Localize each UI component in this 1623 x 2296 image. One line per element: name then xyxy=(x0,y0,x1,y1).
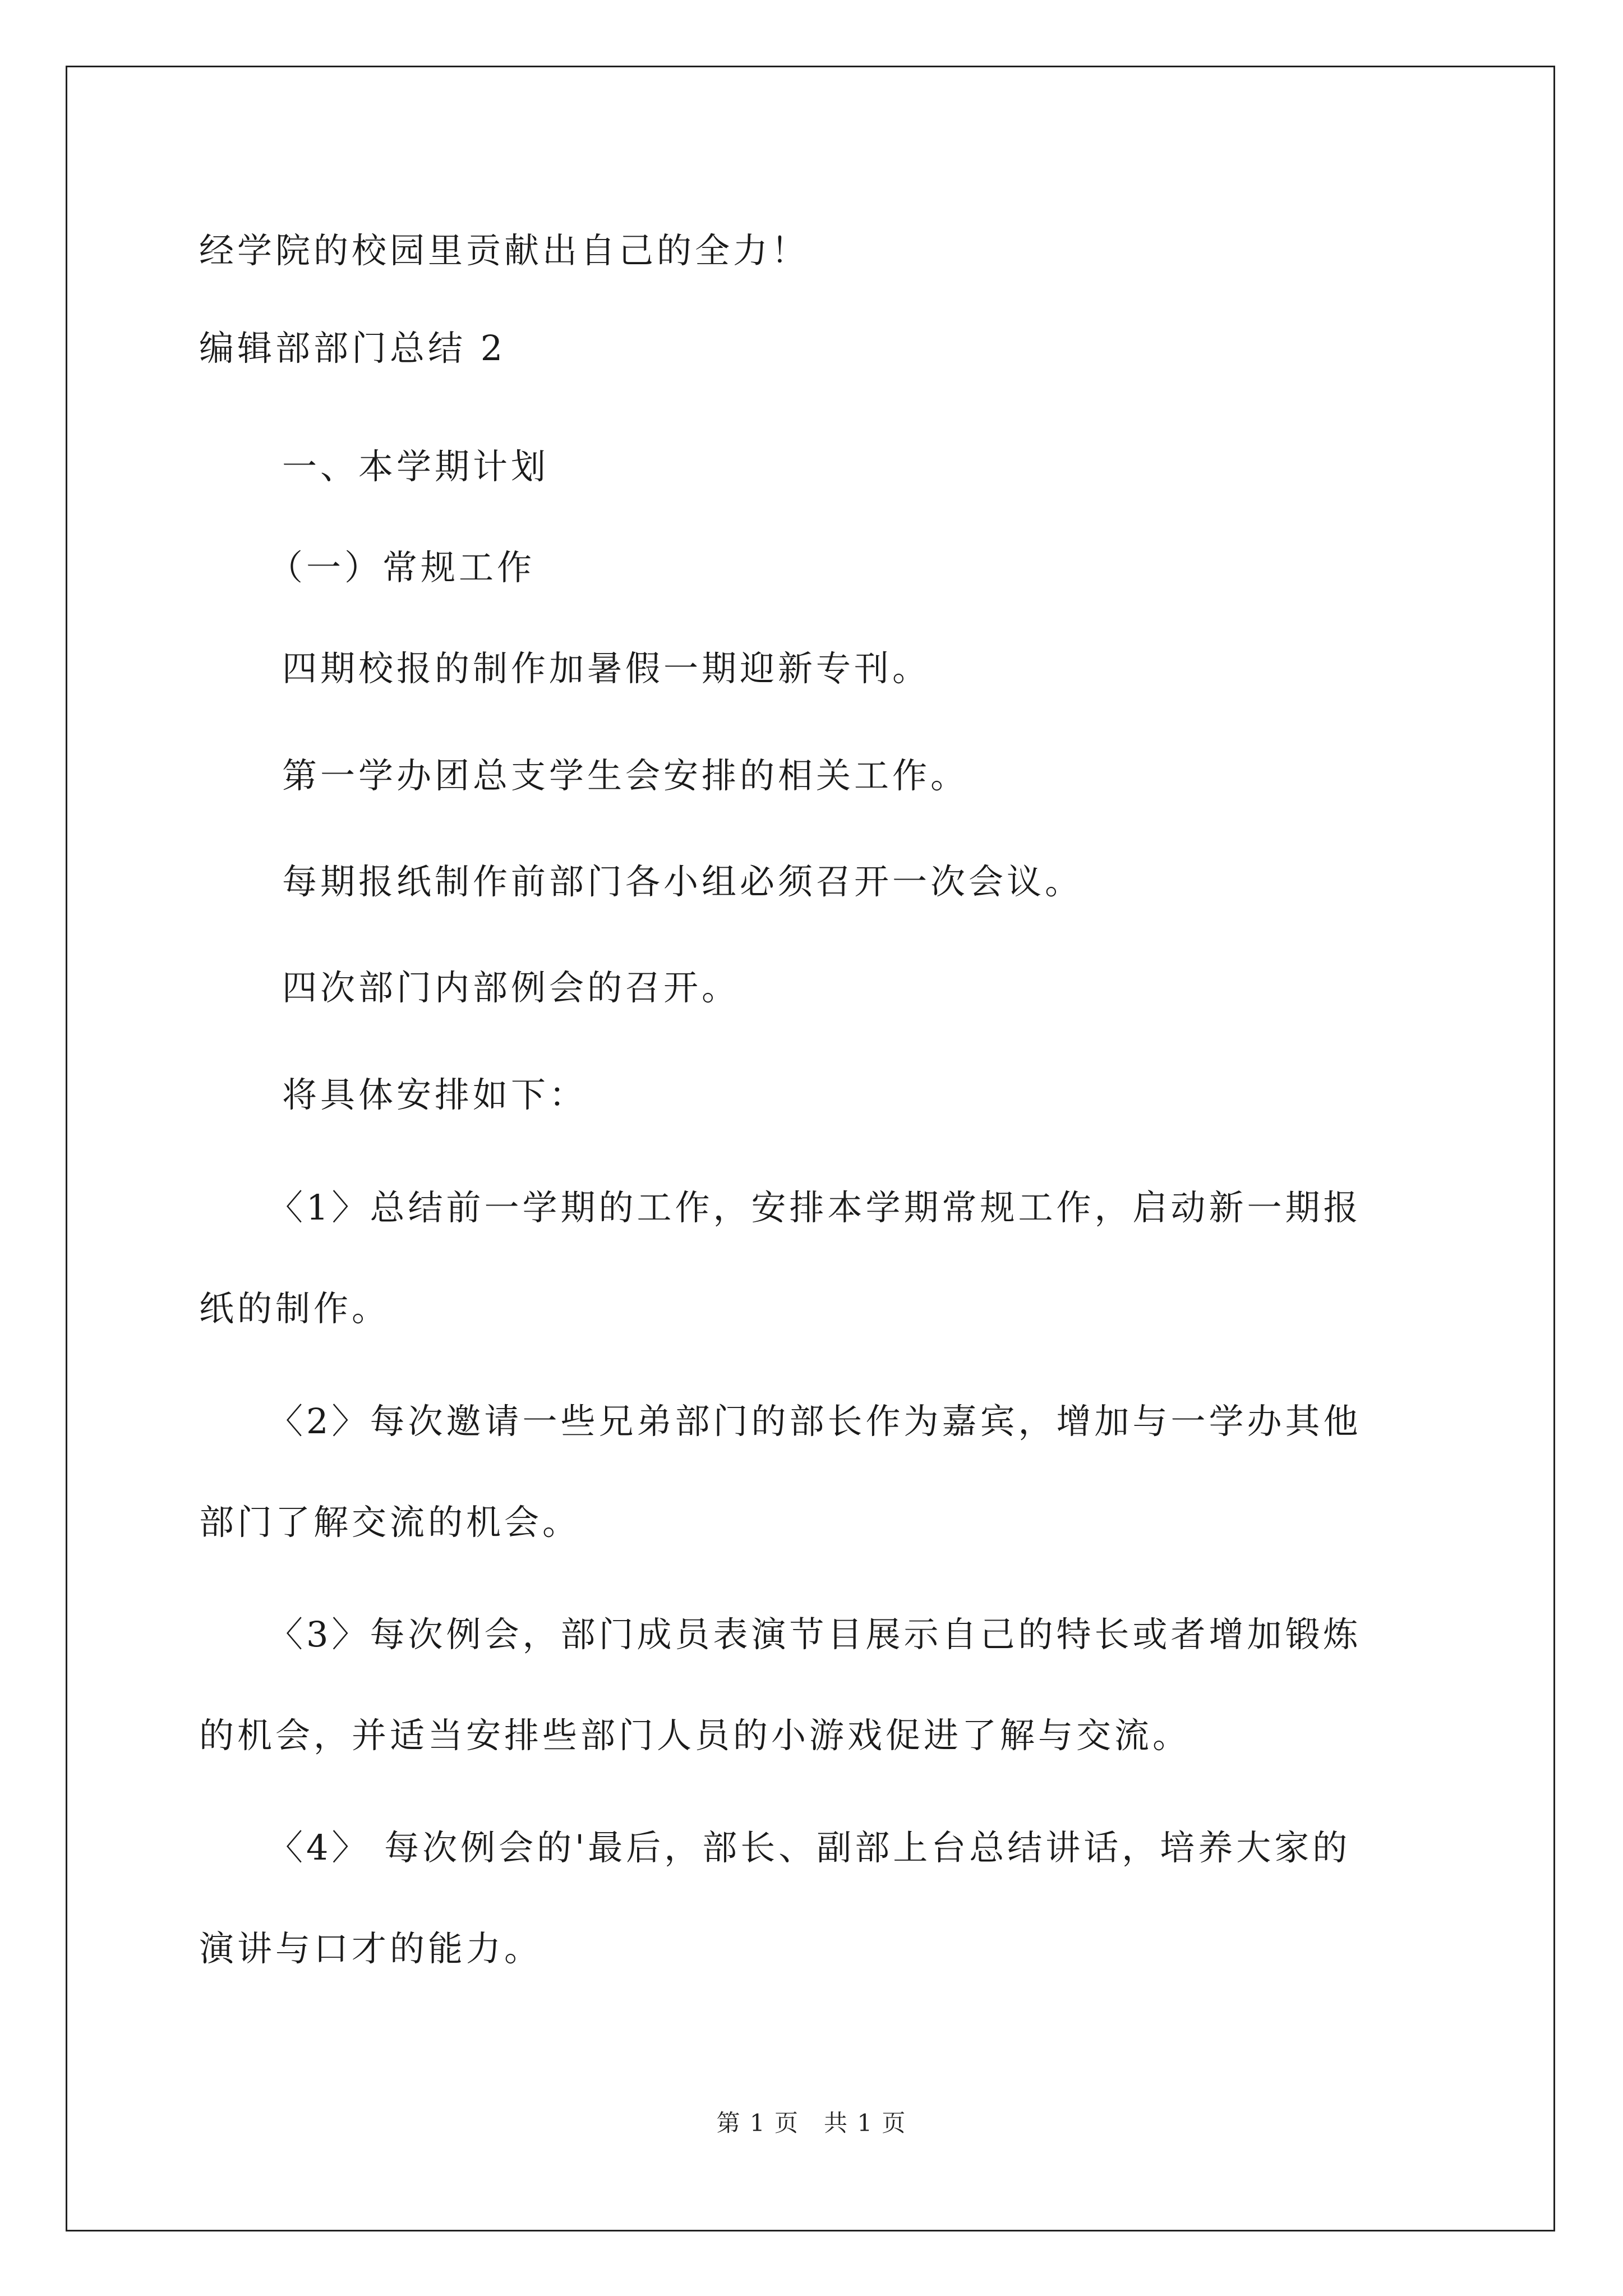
text-line: 每期报纸制作前部门各小组必须召开一次会议。 xyxy=(282,861,1083,902)
section-title: 编辑部部门总结 2 xyxy=(199,328,506,369)
heading-plan: 一、本学期计划 xyxy=(282,446,550,487)
text-line: 经学院的校园里贡献出自己的全力！ xyxy=(199,230,810,271)
list-item-4-continued: 演讲与口才的能力。 xyxy=(199,1928,543,1969)
list-item-4: 〈4〉 每次例会的'最后，部长、副部上台总结讲话，培养大家的 xyxy=(268,1827,1351,1868)
text-line: 第一学办团总支学生会安排的相关工作。 xyxy=(282,755,969,796)
text-line: 四期校报的制作加暑假一期迎新专刊。 xyxy=(282,648,931,689)
list-item-2: 〈2〉每次邀请一些兄弟部门的部长作为嘉宾，增加与一学办其他 xyxy=(268,1401,1362,1442)
page-footer: 第 1 页 共 1 页 xyxy=(716,2109,907,2137)
text-line: 四次部门内部例会的召开。 xyxy=(282,967,740,1008)
list-item-1: 〈1〉总结前一学期的工作，安排本学期常规工作，启动新一期报 xyxy=(268,1187,1362,1228)
subheading-routine-work: （一）常规工作 xyxy=(268,547,536,588)
text-line: 将具体安排如下： xyxy=(282,1074,588,1115)
page-border xyxy=(66,66,1555,2231)
list-item-1-continued: 纸的制作。 xyxy=(199,1288,390,1329)
list-item-3: 〈3〉每次例会，部门成员表演节目展示自己的特长或者增加锻炼 xyxy=(268,1614,1362,1655)
list-item-2-continued: 部门了解交流的机会。 xyxy=(199,1502,581,1543)
list-item-3-continued: 的机会，并适当安排些部门人员的小游戏促进了解与交流。 xyxy=(199,1715,1191,1756)
